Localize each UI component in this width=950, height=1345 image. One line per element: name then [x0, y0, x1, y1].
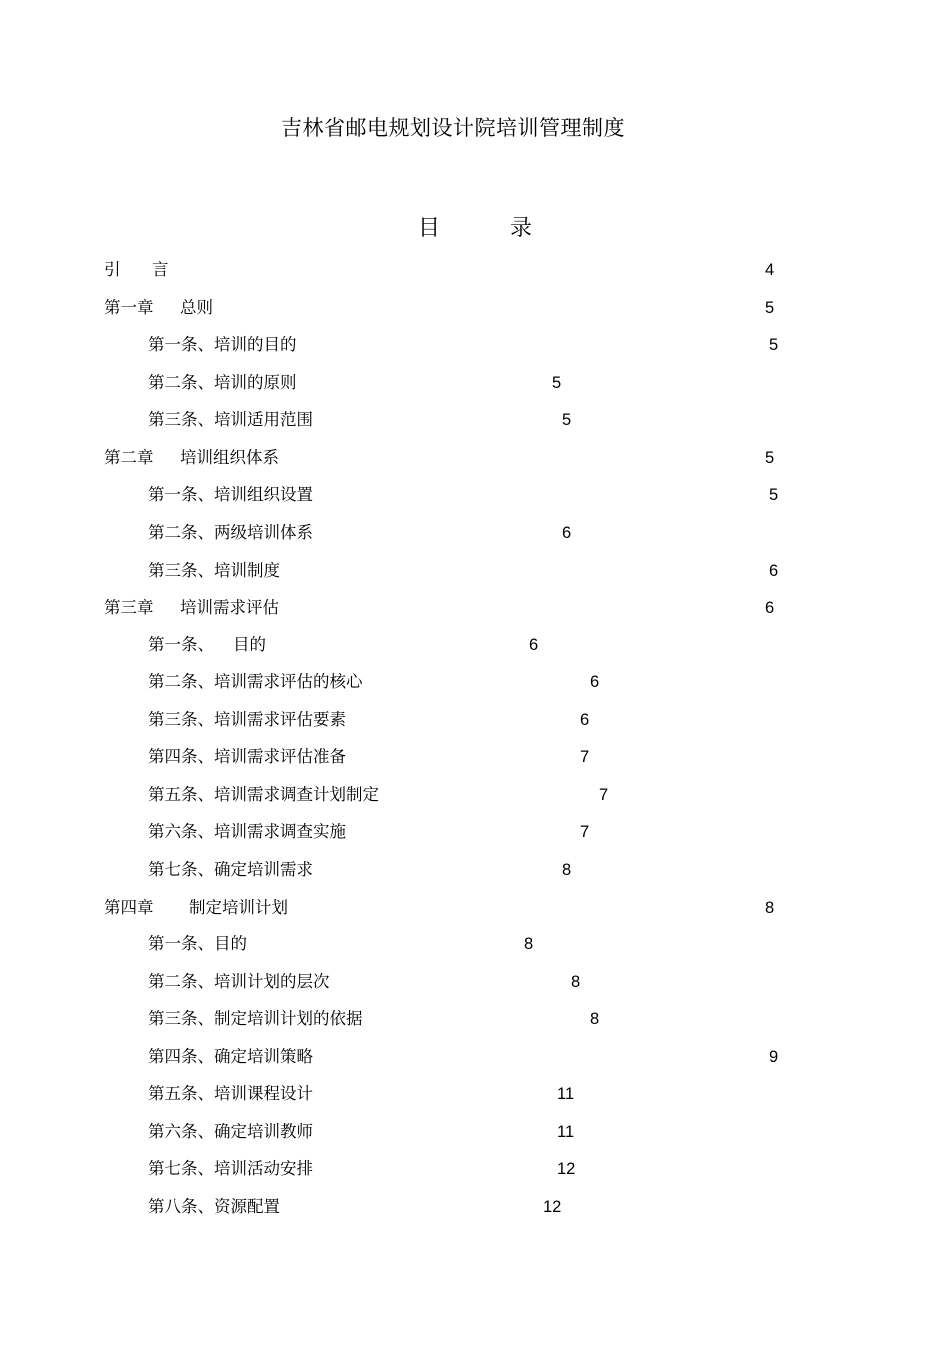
- toc-entry-label: 目的: [233, 635, 266, 654]
- toc-entry-page: 5: [769, 336, 779, 354]
- toc-entry-label: 第七条、确定培训需求: [148, 860, 313, 879]
- toc-entry-article[interactable]: [0, 371, 950, 395]
- toc-entry-article[interactable]: [0, 1157, 950, 1181]
- toc-entry-num: 第四章: [104, 898, 154, 917]
- toc-entry-num: 第一条、: [148, 635, 214, 654]
- toc-entry-page: 8: [562, 861, 572, 879]
- toc-entry-page: 7: [580, 823, 590, 841]
- toc-entry-chapter-3[interactable]: [0, 596, 950, 620]
- toc-entry-article[interactable]: [0, 633, 950, 657]
- toc-entry-page: 8: [524, 935, 534, 953]
- toc-entry-page: 9: [769, 1048, 779, 1066]
- toc-entry-label: 第六条、确定培训教师: [148, 1122, 313, 1141]
- toc-entry-page: 7: [580, 748, 590, 766]
- toc-entry-chapter-2[interactable]: [0, 446, 950, 470]
- toc-entry-article[interactable]: [0, 783, 950, 807]
- toc-entry-label: 培训需求评估: [180, 598, 279, 617]
- toc-entry-label: 第一条、培训的目的: [148, 335, 297, 354]
- toc-entry-article[interactable]: [0, 521, 950, 545]
- toc-entry-article[interactable]: [0, 1045, 950, 1069]
- toc-entry-article[interactable]: [0, 1120, 950, 1144]
- toc-entry-label: 制定培训计划: [189, 898, 288, 917]
- toc-entry-page: 8: [765, 899, 775, 917]
- toc-heading-char-2: 录: [510, 216, 533, 241]
- toc-entry-num: 第三章: [104, 598, 154, 617]
- toc-entry-article[interactable]: [0, 1195, 950, 1219]
- toc-entry-label: 第三条、培训需求评估要素: [148, 710, 346, 729]
- toc-entry-article[interactable]: [0, 858, 950, 882]
- toc-entry-label: 第五条、培训课程设计: [148, 1084, 313, 1103]
- toc-entry-article[interactable]: [0, 820, 950, 844]
- toc-entry-article[interactable]: [0, 970, 950, 994]
- toc-entry-article[interactable]: [0, 932, 950, 956]
- toc-entry-intro[interactable]: [0, 258, 950, 282]
- toc-heading-char-1: 目: [418, 216, 441, 241]
- toc-entry-page: 8: [590, 1010, 600, 1028]
- toc-entry-article[interactable]: [0, 670, 950, 694]
- toc-entry-label: 第一条、目的: [148, 934, 247, 953]
- toc-entry-label: 培训组织体系: [180, 448, 279, 467]
- toc-entry-page: 12: [543, 1198, 562, 1216]
- toc-entry-page: 5: [765, 449, 775, 467]
- toc-entry-page: 5: [769, 486, 779, 504]
- toc-entry-label: 第七条、培训活动安排: [148, 1159, 313, 1178]
- toc-entry-article[interactable]: [0, 559, 950, 583]
- toc-entry-num: 第二章: [104, 448, 154, 467]
- toc-entry-label: 第五条、培训需求调查计划制定: [148, 785, 379, 804]
- toc-entry-page: 12: [557, 1160, 576, 1178]
- toc-entry-page: 6: [529, 636, 539, 654]
- toc-entry-page: 6: [765, 599, 775, 617]
- toc-entry-article[interactable]: [0, 745, 950, 769]
- toc-entry-page: 11: [557, 1085, 575, 1103]
- toc-entry-num: 第一章: [104, 298, 154, 317]
- toc-entry-page: 7: [599, 786, 609, 804]
- toc-entry-label: 言: [152, 260, 169, 279]
- toc-entry-label: 第四条、确定培训策略: [148, 1047, 313, 1066]
- document-title: 吉林省邮电规划设计院培训管理制度: [281, 116, 625, 140]
- toc-heading: [418, 211, 532, 242]
- toc-entry-label: 第二条、培训需求评估的核心: [148, 672, 363, 691]
- toc-entry-chapter-1[interactable]: [0, 296, 950, 320]
- toc-entry-page: 6: [590, 673, 600, 691]
- toc-entry-label: 第二条、培训计划的层次: [148, 972, 330, 991]
- toc-entry-label: 第三条、培训制度: [148, 561, 280, 580]
- toc-entry-article[interactable]: [0, 408, 950, 432]
- toc-entry-page: 8: [571, 973, 581, 991]
- toc-entry-page: 5: [562, 411, 572, 429]
- toc-entry-article[interactable]: [0, 1007, 950, 1031]
- toc-entry-label: 第二条、培训的原则: [148, 373, 297, 392]
- toc-entry-page: 6: [562, 524, 572, 542]
- toc-entry-label: 第六条、培训需求调查实施: [148, 822, 346, 841]
- toc-entry-label: 第三条、制定培训计划的依据: [148, 1009, 363, 1028]
- toc-entry-page: 6: [580, 711, 590, 729]
- toc-entry-label: 总则: [180, 298, 213, 317]
- toc-entry-label: 第三条、培训适用范围: [148, 410, 313, 429]
- toc-entry-label: 第八条、资源配置: [148, 1197, 280, 1216]
- toc-entry-page: 4: [765, 261, 775, 279]
- toc-entry-page: 6: [769, 562, 779, 580]
- toc-entry-label: 第四条、培训需求评估准备: [148, 747, 346, 766]
- toc-entry-page: 11: [557, 1123, 575, 1141]
- toc-entry-page: 5: [765, 299, 775, 317]
- toc-entry-article[interactable]: [0, 1082, 950, 1106]
- toc-entry-label: 第一条、培训组织设置: [148, 485, 313, 504]
- toc-entry-label: 第二条、两级培训体系: [148, 523, 313, 542]
- toc-entry-num: 引: [104, 260, 121, 279]
- toc-entry-page: 5: [552, 374, 562, 392]
- toc-entry-article[interactable]: [0, 708, 950, 732]
- toc-entry-chapter-4[interactable]: [0, 896, 950, 920]
- toc-entry-article[interactable]: [0, 483, 950, 507]
- toc-entry-article[interactable]: [0, 333, 950, 357]
